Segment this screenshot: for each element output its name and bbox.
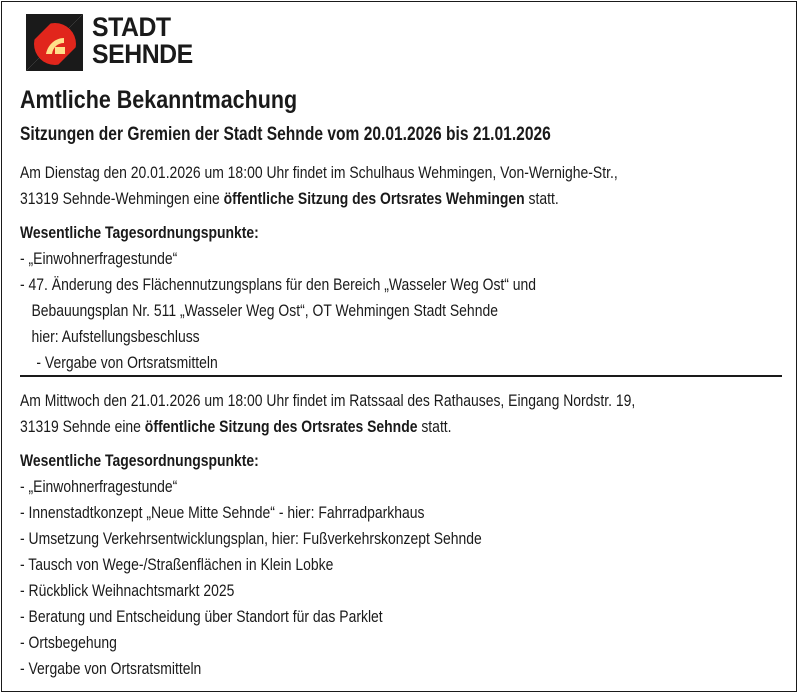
section-wehmingen: [20, 160, 725, 376]
page-title: Amtliche Bekanntmachung: [20, 86, 298, 114]
section2-agenda-item: - Vergabe von Ortsratsmitteln: [20, 659, 202, 678]
section2-agenda-item: - Umsetzung Verkehrsentwicklungsplan, hier: Fußverkehrskonzept Sehnde: [20, 529, 482, 548]
section1-agenda-item: - 47. Änderung des Flächennutzungsplans für den Bereich „Wasseler Weg Ost“ und: [20, 275, 537, 294]
section1-agenda-heading: Wesentliche Tagesordnungspunkte:: [20, 223, 259, 242]
city-emblem-icon: [26, 14, 83, 71]
section-sehnde: [20, 388, 725, 682]
section2-intro-bold: öffentliche Sitzung des Ortsrates Sehnde: [144, 417, 418, 436]
section2-intro-end: statt.: [417, 417, 452, 436]
section1-agenda-item: - Vergabe von Ortsratsmitteln: [36, 353, 218, 372]
section2-agenda-heading: Wesentliche Tagesordnungspunkte:: [20, 451, 259, 470]
city-logo: [26, 14, 226, 74]
section1-intro-bold: öffentliche Sitzung des Ortsrates Wehmingen: [223, 189, 525, 208]
logo-wordmark: [92, 14, 193, 68]
section2-agenda-item: - Rückblick Weihnachtsmarkt 2025: [20, 581, 235, 600]
section1-intro-line1: Am Dienstag den 20.01.2026 um 18:00 Uhr findet im Schulhaus Wehmingen, Von-Wernighe-Str.,: [20, 163, 618, 182]
section1-intro-text: 31319 Sehnde-Wehmingen eine: [20, 189, 224, 208]
logo-line2: SEHNDE: [92, 39, 193, 69]
page-subtitle: Sitzungen der Gremien der Stadt Sehnde vom 20.01.2026 bis 21.01.2026: [20, 124, 551, 145]
section2-agenda-item: - Beratung und Entscheidung über Standort für das Parklet: [20, 607, 383, 626]
section1-agenda-item: hier: Aufstellungsbeschluss: [31, 327, 200, 346]
logo-line1: STADT: [92, 12, 171, 42]
section2-agenda-item: - Innenstadtkonzept „Neue Mitte Sehnde“ - hier: Fahrradparkhaus: [20, 503, 425, 522]
section2-agenda-item: - Tausch von Wege-/Straßenflächen in Klein Lobke: [20, 555, 334, 574]
section1-agenda-item: Bebauungsplan Nr. 511 „Wasseler Weg Ost“, OT Wehmingen Stadt Sehnde: [31, 301, 498, 320]
section2-agenda-item: - Ortsbegehung: [20, 633, 117, 652]
section1-intro-line2: [20, 186, 725, 212]
section2-intro-text: 31319 Sehnde eine: [20, 417, 145, 436]
section-divider: [20, 375, 782, 377]
section1-intro-end: statt.: [524, 189, 559, 208]
section1-agenda-item: - „Einwohnerfragestunde“: [20, 249, 178, 268]
section2-agenda-item: - „Einwohnerfragestunde“: [20, 477, 178, 496]
section2-intro-line2: [20, 414, 725, 440]
section2-intro-line1: Am Mittwoch den 21.01.2026 um 18:00 Uhr findet im Ratssaal des Rathauses, Eingang Nordstr. 19,: [20, 391, 636, 410]
